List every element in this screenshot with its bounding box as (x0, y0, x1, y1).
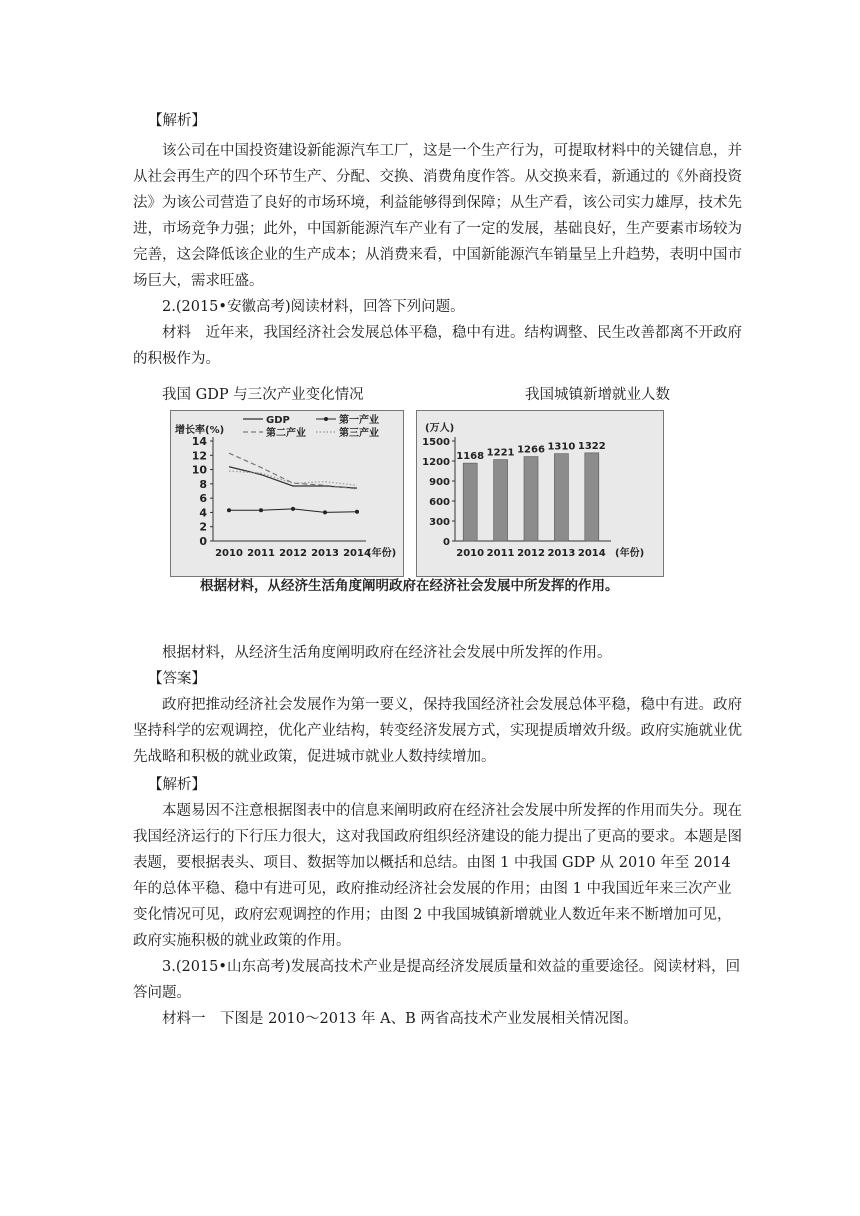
line-chart-panel (170, 410, 404, 577)
x-tick-label: 2010 (215, 548, 243, 559)
data-point (291, 507, 295, 511)
data-label-2010: 1168 (456, 451, 485, 463)
x-tick-label: 2012 (279, 548, 307, 559)
data-label-2014: 1322 (577, 440, 606, 452)
y-tick-label: 600 (429, 497, 450, 508)
gdp-line-chart (171, 411, 403, 576)
y-axis-label: 增长率(%) (175, 425, 225, 436)
y-tick-label: 6 (199, 492, 207, 506)
y-tick-label: 12 (191, 449, 207, 463)
legend-marker (324, 417, 328, 421)
analysis-heading: 【解析】 (148, 113, 206, 129)
bar-2014 (585, 453, 599, 541)
data-label-2011: 1221 (486, 447, 515, 459)
bar-2012 (524, 457, 538, 541)
analysis-paragraph: 该公司在中国投资建设新能源汽车工厂，这是一个生产行为，可提取材料中的关键信息，并从社会再生产的四个环节生产、分配、交换、消费角度作答。从交换来看，新通过的《外商投资法》为该公司营造了良好的市场环境，利益能够得到保障；从生产看，该公司实力雄厚，技术先进，市场竞争力强；此外，中国新能源汽车产业有了一定的发展，基础良好，生产要素市场较为完善，这会降低该企业的生产成本；从消费来看，中国新能源汽车销量呈上升趋势，表明中国市场巨大，需求旺盛。 (133, 143, 742, 289)
analysis-paragraph-2: 本题易因不注意根据图表中的信息来阐明政府在经济社会发展中所发挥的作用而失分。现在我国经济运行的下行压力很大，这对我国政府组织经济建设的能力提出了更高的要求。本题是图表题，要根据表头、项目、数据等加以概括和总结。由图 1 中我国 GDP 从 2010 年至 2014 年的总体平稳、稳中有进可见，政府推动经济社会发展的作用；由图 1 中我国近年来三次产业变化情况可见，政府宏观调控的作用；由图 2 中我国城镇新增就业人数近年来不断增加可见，政府实施积极的就业政策的作用。 (133, 803, 742, 949)
bar-2011 (494, 460, 508, 541)
x-tick-label: 2013 (547, 548, 576, 559)
question-text: 根据材料，从经济生活角度阐明政府在经济社会发展中所发挥的作用。 (162, 645, 612, 661)
data-point (323, 510, 327, 514)
x-tick-label: 2014 (343, 548, 371, 559)
legend-label-4: 第三产业 (339, 428, 379, 439)
x-axis-label: (年份) (615, 548, 645, 559)
material-paragraph: 材料 近年来，我国经济社会发展总体平稳，稳中有进。结构调整、民生改善都离不开政府的积极作为。 (133, 325, 742, 367)
data-label-2013: 1310 (547, 441, 576, 453)
legend-label-1: GDP (266, 415, 290, 426)
x-tick-label: 2012 (517, 548, 545, 559)
y-tick-label: 1500 (422, 437, 450, 448)
chart-caption-gdp: 我国 GDP 与三次产业变化情况 (162, 387, 364, 403)
y-tick-label: 1200 (422, 457, 450, 468)
chart-caption-employment: 我国城镇新增就业人数 (525, 387, 670, 403)
question-3-title: 3.(2015•山东高考)发展高技术产业是提高经济发展质量和效益的重要途径。阅读材料，回答问题。 (133, 959, 741, 1001)
data-label-2012: 1266 (517, 444, 545, 456)
analysis-heading-2: 【解析】 (148, 777, 206, 793)
figure (170, 410, 664, 578)
y-tick-label: 0 (199, 535, 207, 548)
x-axis-label: (年份) (367, 548, 397, 559)
answer-paragraph: 政府把推动经济社会发展作为第一要义，保持我国经济社会发展总体平稳，稳中有进。政府坚持科学的宏观调控，优化产业结构，转变经济发展方式，实现提质增效升级。政府实施就业优先战略和积极的就业政策，促进城市就业人数持续增加。 (133, 697, 742, 765)
data-point (227, 508, 231, 512)
x-tick-label: 2014 (577, 548, 606, 559)
x-tick-label: 2011 (486, 548, 515, 559)
question-2-title: 2.(2015•安徽高考)阅读材料，回答下列问题。 (162, 299, 465, 315)
employment-bar-chart (417, 411, 663, 576)
y-axis-label: (万人) (425, 423, 455, 434)
y-tick-label: 14 (191, 435, 207, 448)
bar-2010 (463, 463, 477, 541)
legend-label-3: 第二产业 (266, 428, 306, 439)
y-tick-label: 2 (199, 520, 207, 534)
series-line-1 (229, 467, 357, 488)
data-point (259, 508, 263, 512)
bar-chart-panel (416, 410, 664, 577)
y-tick-label: 4 (199, 506, 207, 520)
material-one: 材料一 下图是 2010～2013 年 A、B 两省高技术产业发展相关情况图。 (162, 1011, 638, 1027)
data-point (355, 510, 359, 514)
legend-label-2: 第一产业 (339, 415, 379, 426)
figure-caption: 根据材料，从经济生活角度阐明政府在经济社会发展中所发挥的作用。 (200, 578, 619, 594)
y-tick-label: 900 (429, 477, 450, 488)
answer-heading: 【答案】 (148, 671, 206, 687)
y-tick-label: 300 (429, 517, 450, 528)
y-tick-label: 0 (443, 537, 450, 548)
x-tick-label: 2011 (247, 548, 275, 559)
x-tick-label: 2010 (456, 548, 485, 559)
x-tick-label: 2013 (311, 548, 339, 559)
y-tick-label: 8 (199, 477, 207, 491)
y-tick-label: 10 (191, 463, 207, 477)
series-line-4 (229, 471, 357, 485)
bar-2013 (554, 454, 568, 541)
